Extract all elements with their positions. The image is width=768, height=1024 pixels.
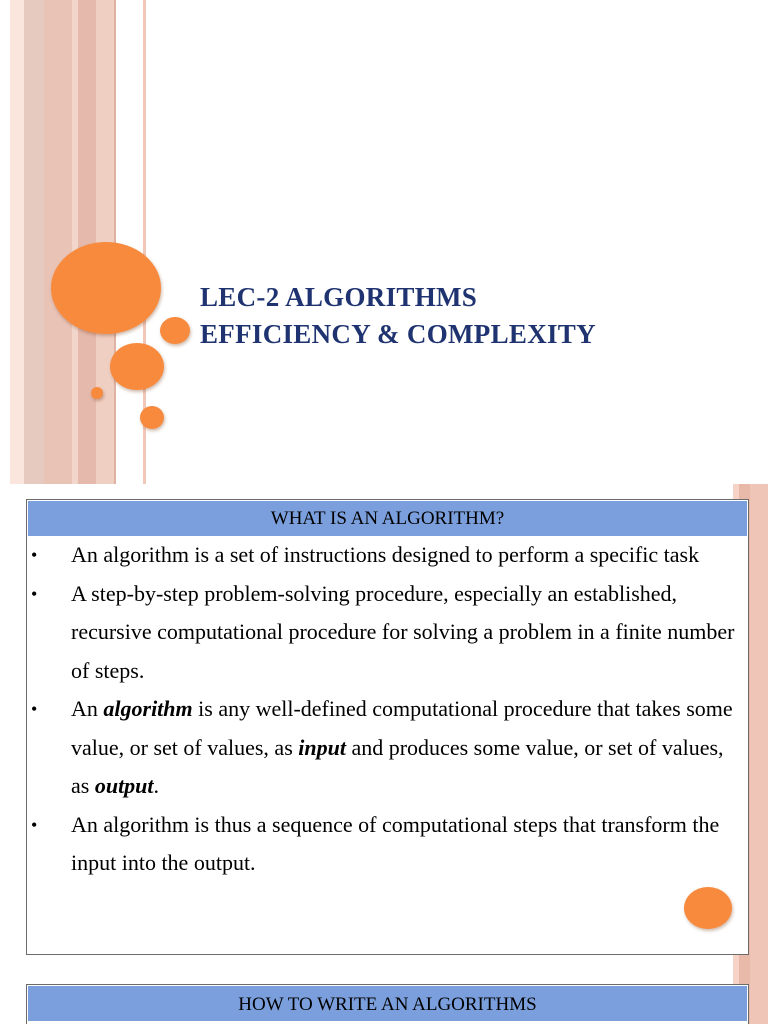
bullet-text: An algorithm is thus a sequence of computational steps that transform the input into the output. (71, 811, 720, 875)
decor-stripe (750, 484, 768, 1024)
section-header: WHAT IS AN ALGORITHM? (28, 501, 747, 536)
term-output: output (94, 773, 154, 798)
bullet-icon: • (31, 583, 38, 604)
bullet-text: A step-by-step problem-solving procedure, especially an established, recursive computational procedure for solving a problem in a finite number of steps. (71, 580, 735, 683)
list-item (27, 536, 748, 575)
bullet-icon: • (31, 814, 38, 835)
decor-circle (140, 406, 164, 429)
term-algorithm: algorithm (103, 696, 193, 721)
term-input: input (298, 734, 346, 760)
bullet-text: . (153, 773, 160, 798)
decor-stripe (10, 0, 24, 484)
definition-box (26, 499, 749, 955)
decor-stripe (24, 0, 44, 484)
section-header: HOW TO WRITE AN ALGORITHMS (28, 986, 747, 1021)
list-item (27, 690, 748, 806)
bullet-text: An algorithm is a set of instructions designed to perform a specific task (71, 542, 700, 567)
bullet-text: and produces some value, or set of values, as (71, 734, 724, 798)
decor-circle (684, 887, 732, 929)
decor-circle (110, 343, 164, 390)
bullet-icon: • (31, 545, 38, 565)
bullet-text: is any well-defined computational procedure that takes some value, or set of values, as (71, 696, 733, 760)
bullet-text: An (71, 696, 104, 721)
decor-edge (0, 484, 7, 1024)
decor-circle (160, 317, 190, 344)
title-line-2: EFFICIENCY & COMPLEXITY (200, 319, 596, 349)
bullet-icon: • (31, 699, 38, 719)
slide-title (200, 279, 596, 353)
next-section-box (26, 984, 749, 1024)
list-item (27, 806, 748, 883)
list-item (27, 575, 748, 691)
content-slide (0, 484, 768, 1024)
decor-stripe (78, 0, 96, 484)
decor-stripe (44, 0, 72, 484)
title-line-1: LEC-2 ALGORITHMS (200, 282, 478, 312)
title-slide (0, 0, 768, 484)
bullet-list (27, 536, 748, 883)
decor-circle (51, 242, 161, 334)
decor-circle (91, 387, 103, 399)
